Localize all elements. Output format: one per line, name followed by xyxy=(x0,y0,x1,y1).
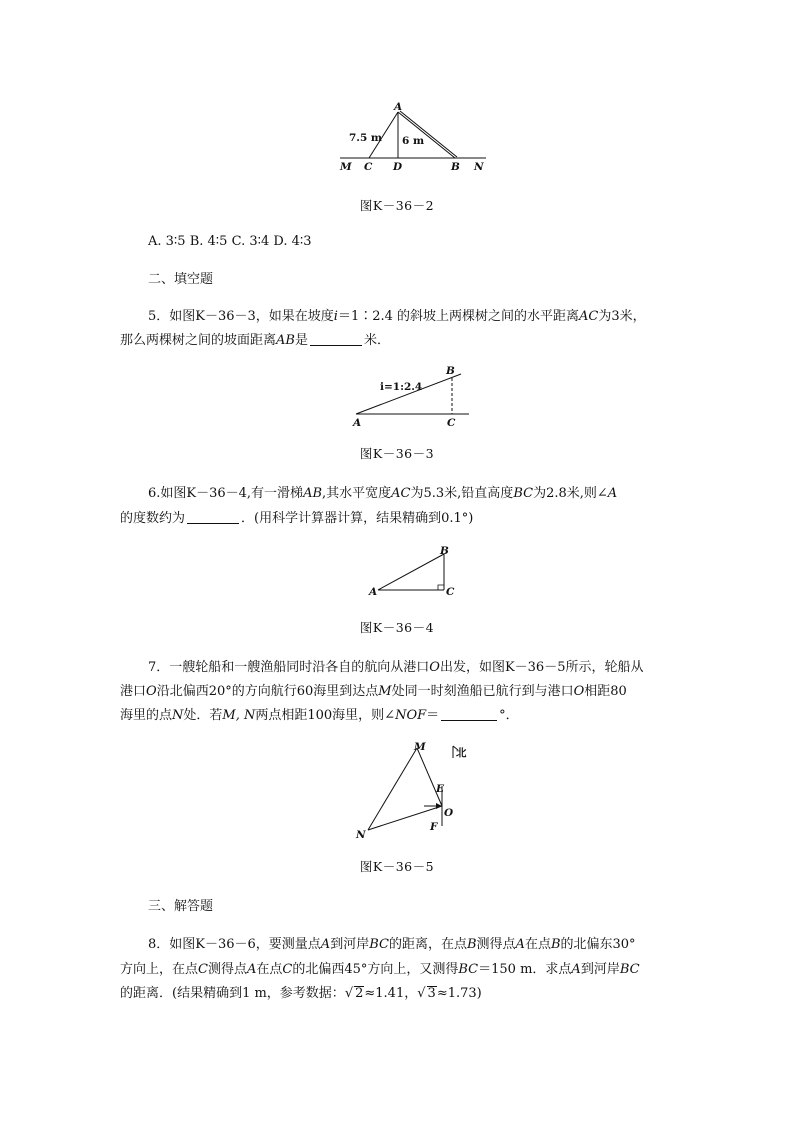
q5-line2: 那么两棵树之间的坡面距离AB是 米． xyxy=(120,333,390,348)
fig3-label-c: C xyxy=(447,417,456,429)
q4-options: A. 3∶5 B. 4∶5 C. 3∶4 D. 4∶3 xyxy=(148,234,312,249)
q5-line1: 5．如图K－36－3，如果在坡度i＝1∶2.4 的斜坡上两棵树之间的水平距离AC为3米， xyxy=(148,309,646,324)
section2-title: 二、填空题 xyxy=(148,272,214,287)
fig5-label-e: E xyxy=(436,783,445,795)
fig2-label-n: N xyxy=(474,161,484,173)
q8-line2: 方向上，在点C测得点A在点C的北偏西45°方向上，又测得BC＝150 m．求点A到河岸BC xyxy=(120,962,640,977)
q5-answer-blank[interactable] xyxy=(310,331,362,346)
fig4-label-b: B xyxy=(440,545,449,557)
fig2-label-b: B xyxy=(451,161,460,173)
q8-line1: 8．如图K－36－6，要测量点A到河岸BC的距离，在点B测得点A在点B的北偏东30° xyxy=(148,937,636,952)
fig3-label-a: A xyxy=(353,417,362,429)
fig2-label-m: M xyxy=(340,161,352,173)
fig3-label-b: B xyxy=(446,365,455,377)
sqrt-sign: √ xyxy=(344,986,354,1001)
fig4-label-a: A xyxy=(369,586,378,598)
fig2-caption: 图K－36－2 xyxy=(359,198,435,213)
q7-line2: 港口O沿北偏西20°的方向航行60海里到达点M处同一时刻渔船已航行到与港口O相距80 xyxy=(120,684,627,699)
figure-k36-4 xyxy=(366,544,466,600)
section3-title: 三、解答题 xyxy=(148,899,214,914)
fig4-caption: 图K－36－4 xyxy=(359,620,435,635)
q6-line2: 的度数约为 ．(用科学计算器计算，结果精确到0.1°) xyxy=(120,511,474,526)
q6-answer-blank[interactable] xyxy=(187,509,239,524)
sqrt-3: 3 xyxy=(427,986,436,1001)
sqrt-2: 2 xyxy=(355,986,364,1001)
fig3-label-slope: i=1:2.4 xyxy=(380,381,423,393)
fig2-label-a: A xyxy=(394,101,403,113)
q7-answer-blank[interactable] xyxy=(441,706,497,721)
q6-line1: 6.如图K－36－4,有一滑梯AB,其水平宽度AC为5.3米,铅直高度BC为2.8米,则∠A xyxy=(148,486,618,501)
figure-k36-3 xyxy=(346,362,476,432)
figure-k36-2 xyxy=(330,100,500,178)
q7-line3: 海里的点N处．若M, N两点相距100海里，则∠NOF＝ °． xyxy=(120,708,519,723)
fig5-label-n: N xyxy=(356,829,366,841)
sqrt-sign: √ xyxy=(417,986,426,1001)
fig5-label-m: M xyxy=(414,741,426,753)
figure-k36-5 xyxy=(350,738,480,842)
fig2-label-c: C xyxy=(364,161,373,173)
fig4-label-c: C xyxy=(446,586,455,598)
fig5-label-north: 北 xyxy=(456,747,467,759)
fig5-label-f: F xyxy=(430,821,438,833)
q7-line1: 7．一艘轮船和一艘渔船同时沿各自的航向从港口O出发，如图K－36－5所示，轮船从 xyxy=(148,660,644,675)
q8-line3: 的距离．(结果精确到1 m，参考数据：√ 2≈1.41，√ 3≈1.73) xyxy=(120,986,482,1001)
fig5-label-o: O xyxy=(444,807,454,819)
fig2-label-ac-length: 7.5 m xyxy=(349,132,383,144)
fig5-caption: 图K－36－5 xyxy=(359,859,435,874)
fig3-caption: 图K－36－3 xyxy=(359,446,435,461)
fig2-label-ad-length: 6 m xyxy=(402,135,425,147)
fig2-label-d: D xyxy=(393,161,403,173)
